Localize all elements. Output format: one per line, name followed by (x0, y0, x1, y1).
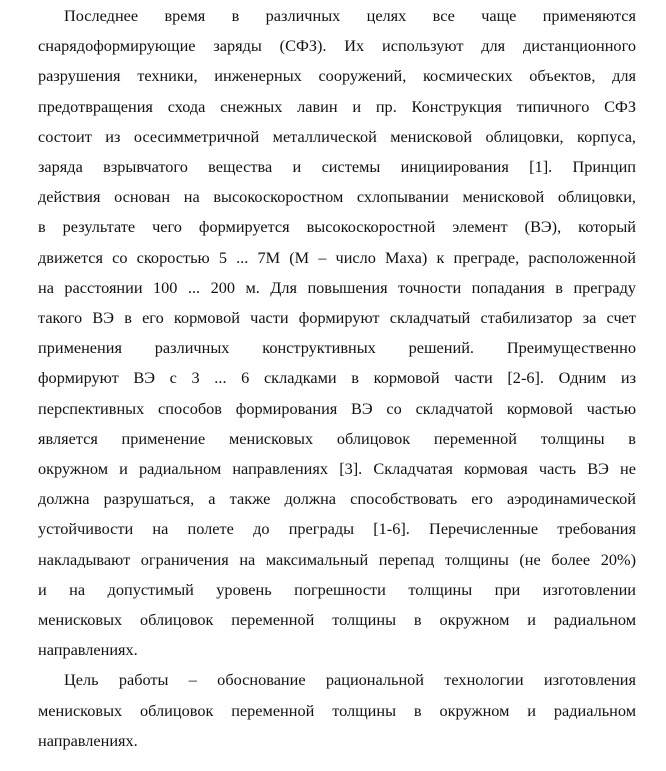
text-line: предотвращения схода снежных лавин и пр. Конструкция типичного СФЗ (38, 96, 636, 116)
text-line: является применение менисковых облицовок переменной толщины в (38, 428, 636, 448)
text-line: разрушения техники, инженерных сооружений, космических объектов, для (38, 66, 636, 86)
text-line: должна разрушаться, а также должна способствовать его аэродинамической (38, 489, 636, 509)
text-line: Цель работы – обоснование рациональной технологии изготовления (64, 670, 636, 690)
text-line: в результате чего формируется высокоскоростной элемент (ВЭ), который (38, 217, 636, 237)
text-line: действия основан на высокоскоростном схлопывании менисковой облицовки, (38, 187, 636, 207)
text-line: накладывают ограничения на максимальный перепад толщины (не более 20%) (38, 549, 636, 569)
text-line: заряда взрывчатого вещества и системы инициирования [1]. Принцип (38, 157, 636, 176)
text-line: и на допустимый уровень погрешности толщины при изготовлении (38, 579, 636, 599)
text-line: менисковых облицовок переменной толщины в окружном и радиальном (38, 700, 636, 720)
text-line: формируют ВЭ с 3 ... 6 складками в кормовой части [2-6]. Одним из (38, 368, 636, 388)
text-line: менисковых облицовок переменной толщины в окружном и радиальном (38, 610, 636, 629)
text-line: направлениях. (38, 640, 138, 660)
text-line: состоит из осесимметричной металлической менисковой облицовки, корпуса, (38, 126, 636, 146)
text-line: окружном и радиальном направлениях [3]. Складчатая кормовая часть ВЭ не (38, 459, 636, 478)
text-line: снарядоформирующие заряды (СФЗ). Их используют для дистанционного (38, 36, 636, 56)
text-line: Последнее время в различных целях все чаще применяются (64, 6, 636, 25)
document-page (38, 0, 636, 771)
text-line: такого ВЭ в его кормовой части формируют складчатый стабилизатор за счет (38, 308, 636, 327)
text-line: на расстоянии 100 ... 200 м. Для повышения точности попадания в преграду (38, 277, 636, 297)
text-line: устойчивости на полете до преграды [1-6]. Перечисленные требования (38, 519, 636, 539)
text-line: движется со скоростью 5 ... 7М (М – число Маха) к преграде, расположенной (38, 247, 636, 267)
text-line: направлениях. (38, 730, 138, 750)
text-line: перспективных способов формирования ВЭ со складчатой кормовой частью (38, 398, 636, 418)
text-line: применения различных конструктивных решений. Преимущественно (38, 338, 636, 358)
